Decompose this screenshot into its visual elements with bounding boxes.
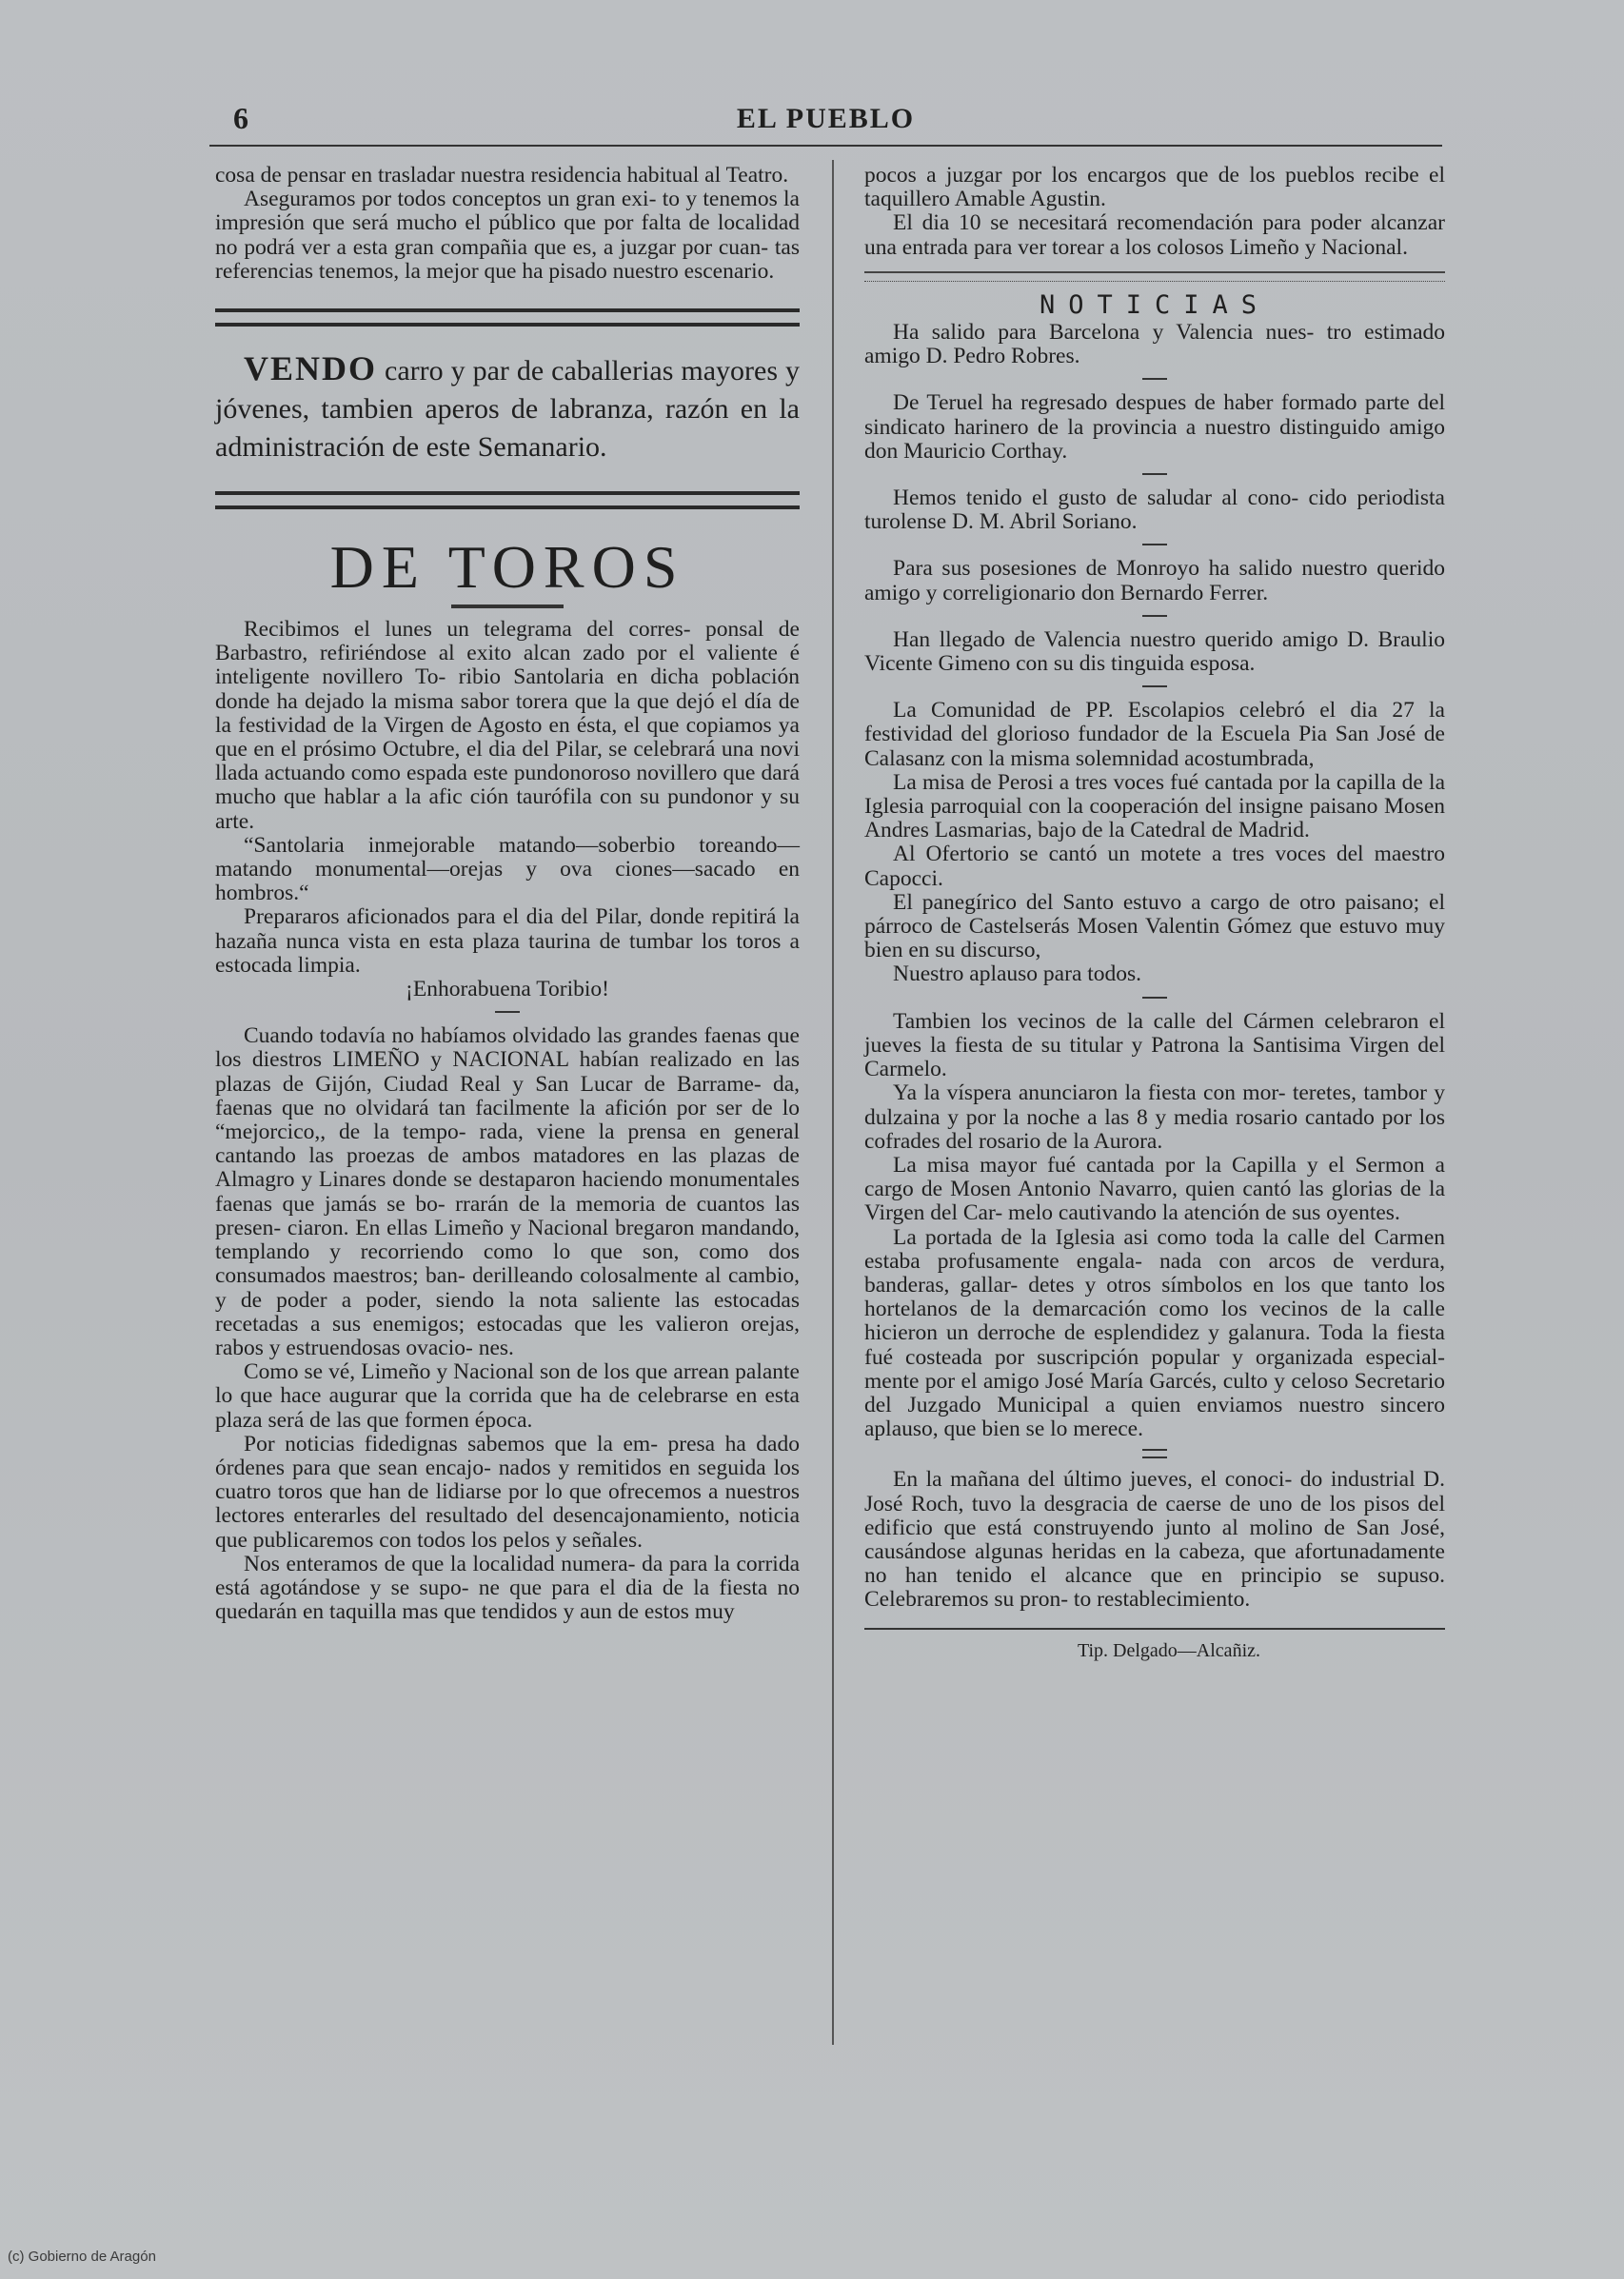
news-item: Nuestro aplauso para todos. — [893, 961, 1142, 987]
page-number: 6 — [233, 101, 248, 135]
article-paragraph: Prepararos aficionados para el dia del Pilar, donde repitirá la hazaña nunca vista en esta plaza taurina de tumbar los toros a estocada limpia. — [215, 904, 800, 978]
printer-imprint: Tip. Delgado—Alcañiz. — [1077, 1639, 1260, 1661]
news-item: Han llegado de Valencia nuestro querido amigo D. Braulio Vicente Gimeno con su dis tinguida esposa. — [864, 626, 1445, 677]
left-column — [215, 164, 800, 1624]
news-item: Para sus posesiones de Monroyo ha salido nuestro querido amigo y correligionario don Bernardo Ferrer. — [864, 556, 1445, 605]
separator — [1142, 473, 1167, 475]
ad-text: carro y par de caballerias mayores y jóvenes, tambien aperos de labranza, razón en la administración de este Semanario. — [215, 355, 800, 464]
title-underline — [451, 604, 564, 608]
news-item: De Teruel ha regresado despues de haber formado parte del sindicato harinero de la provincia a nuestro distinguido amigo don Mauricio Corthay. — [864, 390, 1445, 464]
separator — [1142, 997, 1167, 999]
section-title-toros: DE TOROS — [329, 533, 685, 602]
news-item: En la mañana del último jueves, el conoci- do industrial D. José Roch, tuvo la desgracia de caerse de uno de los pisos del edificio que está construyendo junto al molino de San José, causándose algunas heridas en la cabeza, que afortunadamente no han tenido el alcance que en principio se supuso. Celebraremos su pron- to restablecimiento. — [864, 1467, 1445, 1613]
news-item: Ha salido para Barcelona y Valencia nues- tro estimado amigo D. Pedro Robres. — [864, 320, 1445, 369]
separator — [495, 1011, 520, 1013]
newspaper-title: EL PUEBLO — [736, 103, 916, 134]
heavy-rule — [215, 491, 800, 509]
article-quote: “Santolaria inmejorable matando—soberbio toreando—matando monumental—orejas y ova ciones—sacado en hombros.“ — [215, 832, 800, 906]
right-column — [864, 164, 1445, 1663]
news-item: La Comunidad de PP. Escolapios celebró el dia 27 la festividad del glorioso fundador de la Escuela Pia San José de Calasanz con la misma solemnidad acostumbrada, — [864, 698, 1445, 771]
news-item: La misa mayor fué cantada por la Capilla y el Sermon a cargo de Mosen Antonio Navarro, quien cantó las glorias de la Virgen del Car- melo cautivando la atención de sus oyentes. — [864, 1152, 1445, 1226]
article-paragraph: Por noticias fidedignas sabemos que la em- presa ha dado órdenes para que sean encajo- nados y remitidos en seguida los cuatro toros que han de lidiarse por lo que ofrecemos a nuestros lectores enterarles del resultado del desencajonamiento, noticia que publicaremos con todos los pelos y señales. — [215, 1431, 800, 1553]
closing-rule — [864, 1628, 1445, 1630]
article-exclamation: ¡Enhorabuena Toribio! — [406, 977, 609, 1002]
heavy-rule — [215, 308, 800, 327]
double-separator — [1142, 1449, 1167, 1458]
classified-ad — [215, 349, 800, 466]
separator — [1142, 378, 1167, 380]
separator — [1142, 544, 1167, 545]
article-paragraph: Como se vé, Limeño y Nacional son de los que arrean palante lo que hace augurar que la corrida que ha de celebrarse en esta plaza será de las que formen época. — [215, 1359, 800, 1433]
section-title-noticias: NOTICIAS — [1039, 289, 1271, 320]
ad-headword: VENDO — [244, 349, 378, 388]
news-item: La misa de Perosi a tres voces fué cantada por la capilla de la Iglesia parroquial con la cooperación del insigne paisano Mosen Andres Lasmarias, bajo de la Catedral de Madrid. — [864, 769, 1445, 843]
article-paragraph: Aseguramos por todos conceptos un gran exi- to y tenemos la impresión que será mucho el público que por falta de localidad no podrá ver a esta gran compañia que es, a juzgar por cuan- tas referencias tenemos, la mejor que ha pisado nuestro escenario. — [215, 187, 800, 284]
article-paragraph: Recibimos el lunes un telegrama del corres- ponsal de Barbastro, refiriéndose al exito alcan zado por el valiente é inteligente novillero To- ribio Santolaria en dicha población donde ha dejado la misma sabor torera que la que dejó el día de la festividad de la Virgen de Agosto en ésta, el que copiamos ya que en el prósimo Octubre, el dia del Pilar, se celebrará una novi llada actuando como espada este pundonoroso novillero que dará mucho que hablar a la afic ción taurófila con su pundonor y su arte. — [215, 617, 800, 834]
separator — [1142, 615, 1167, 617]
copyright-credit: (c) Gobierno de Aragón — [8, 2249, 156, 2265]
page-header — [209, 95, 1442, 147]
article-paragraph: El dia 10 se necesitará recomendación para poder alcanzar una entrada para ver torear a los colosos Limeño y Nacional. — [864, 210, 1445, 260]
separator — [1142, 685, 1167, 687]
article-paragraph: Cuando todavía no habíamos olvidado las grandes faenas que los diestros LIMEÑO y NACIONAL habían realizado en las plazas de Gijón, Ciudad Real y San Lucar de Barrame- da, faenas que no olvidará tan facilmente la afición por ser de lo “mejorcico,, de la tempo- rada, viene la prensa en general cantando las proezas de ambos matadores en las plazas de Almagro y Linares donde se destaparon haciendo monumentales faenas que jamás se bo- rrarán de la memoria de cuantos las presen- ciaron. En ellas Limeño y Nacional bregaron mandando, templando y recorriendo como lo que son, como dos consumados maestros; ban- derilleando colosalmente al cambio, y de poder a poder, siendo la nota saliente las estocadas recetadas a sus enemigos; estocadas que les valieron orejas, rabos y estruendosas ovacio- nes. — [215, 1023, 800, 1360]
news-item: Ya la víspera anunciaron la fiesta con mor- teretes, tambor y dulzaina y por la noche a las 8 y media rosario cantado por los cofrades del rosario de la Aurora. — [864, 1080, 1445, 1154]
article-continuation: pocos a juzgar por los encargos que de los pueblos recibe el taquillero Amable Agustin. — [864, 163, 1445, 212]
news-item: Al Ofertorio se cantó un motete a tres voces del maestro Capocci. — [864, 842, 1445, 891]
column-divider — [832, 160, 834, 2045]
news-item: Tambien los vecinos de la calle del Cármen celebraron el jueves la fiesta de su titular y Patrona la Santisima Virgen del Carmelo. — [864, 1008, 1445, 1082]
news-item: La portada de la Iglesia asi como toda la calle del Carmen estaba profusamente engala- nada con arcos de verdura, banderas, gallar- detes y otros símbolos en los que tanto los hortelanos de la demarcación como los vecinos de la calle hicieron un derroche de esplendidez y galanura. Toda la fiesta fué costeada por suscripción popular y organizada especial- mente por el amigo José María Garcés, culto y celoso Secretario del Juzgado Municipal a quien enviamos nuestro sincero aplauso, que bien se lo merece. — [864, 1224, 1445, 1442]
wavy-rule — [864, 271, 1445, 282]
news-item: El panegírico del Santo estuvo a cargo de otro paisano; el párroco de Castelserás Mosen Valentin Gómez que estuvo muy bien en su discurso, — [864, 889, 1445, 963]
article-paragraph: Nos enteramos de que la localidad numera- da para la corrida está agotándose y se supo- ne que para el dia de la fiesta no quedarán en taquilla mas que tendidos y aun de estos muy — [215, 1551, 800, 1625]
news-item: Hemos tenido el gusto de saludar al cono- cido periodista turolense D. M. Abril Soriano. — [864, 486, 1445, 535]
article-continuation: cosa de pensar en trasladar nuestra residencia habitual al Teatro. — [215, 163, 789, 188]
